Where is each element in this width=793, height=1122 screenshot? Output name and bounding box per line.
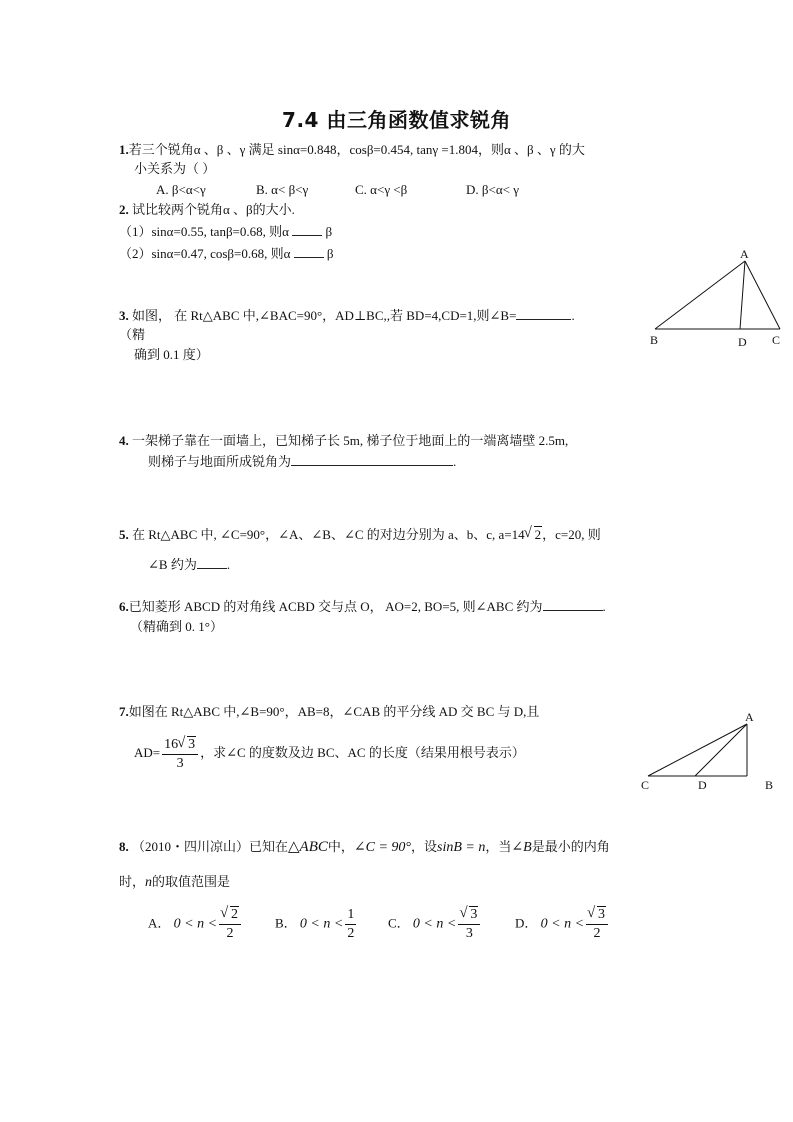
- sqrt-expression: [588, 906, 606, 924]
- question-number: 5.: [119, 527, 129, 542]
- denominator: 3: [465, 926, 473, 941]
- sqrt-expression: [525, 526, 543, 544]
- punctuation: .: [602, 599, 606, 614]
- denominator: 2: [226, 926, 234, 941]
- sqrt-expression: [460, 906, 478, 924]
- numerator: 1: [345, 906, 356, 925]
- denominator: 2: [347, 926, 355, 941]
- math-variable: n: [145, 875, 153, 890]
- sub-question-text: （1）sinα=0.55, tanβ=0.68, 则α: [119, 224, 289, 239]
- answer-blank[interactable]: [292, 223, 322, 236]
- question-text: ∠B 约为: [148, 557, 197, 572]
- question-number: 1.: [119, 142, 129, 157]
- question-number: 7.: [119, 704, 129, 719]
- radicand: 3: [470, 907, 478, 922]
- label-d: D: [698, 778, 707, 792]
- math-condition: sinB = n: [437, 840, 486, 855]
- numerator: [458, 906, 480, 925]
- option-label: B．: [275, 915, 297, 931]
- question-2: [119, 201, 295, 219]
- question-5-line2: [148, 556, 230, 574]
- question-4-line2: [148, 453, 456, 471]
- punctuation: .: [571, 308, 575, 323]
- option-b: B. α< β<γ: [256, 182, 309, 197]
- option-a: A. β<α<γ: [156, 182, 206, 197]
- question-4: [119, 432, 568, 450]
- option-expression: 0 < n <: [412, 916, 457, 932]
- question-text: AD=: [134, 745, 161, 760]
- question-7-line2: [134, 733, 525, 777]
- q8-option-d: [515, 906, 610, 943]
- fraction: [586, 906, 608, 943]
- question-1-line2: 小关系为（ ）: [134, 161, 216, 176]
- question-2-sub1: [119, 223, 332, 241]
- question-number: 3.: [119, 308, 129, 323]
- sub-question-text: β: [326, 246, 334, 261]
- question-text: 时，: [119, 874, 146, 889]
- q8-option-c: [388, 906, 482, 943]
- question-8: [119, 838, 610, 857]
- question-text: ，当: [485, 839, 512, 854]
- option-label: A．: [148, 915, 171, 931]
- math-triangle: △ABC: [288, 839, 328, 855]
- question-5: [119, 526, 601, 544]
- radicand: 3: [598, 907, 606, 922]
- label-c: C: [772, 333, 781, 347]
- side-ac: [745, 261, 780, 329]
- option-label: D．: [515, 915, 538, 931]
- denominator: 2: [593, 926, 601, 941]
- fraction: [458, 906, 480, 943]
- question-text: 试比较两个锐角α 、β的大小.: [132, 202, 295, 217]
- question-1: [119, 141, 585, 159]
- question-2-sub2: [119, 245, 334, 263]
- coefficient: 16: [164, 736, 179, 752]
- answer-blank[interactable]: [543, 598, 603, 611]
- radicand: 3: [188, 736, 196, 752]
- option-expression: 0 < n <: [299, 916, 344, 932]
- question-3: [119, 307, 575, 325]
- sqrt-expression: [221, 906, 239, 924]
- question-8-line2: [119, 873, 230, 892]
- sub-question-text: （2）sinα=0.47, cosβ=0.68, 则α: [119, 246, 291, 261]
- answer-blank[interactable]: [294, 245, 324, 258]
- bisector-ad: [695, 724, 747, 776]
- answer-blank[interactable]: [291, 453, 453, 466]
- fraction: [162, 736, 198, 773]
- answer-blank[interactable]: [516, 307, 571, 320]
- option-expression: 0 < n <: [173, 916, 218, 932]
- side-ab: [655, 261, 745, 329]
- question-text: 则梯子与地面所成锐角为: [148, 454, 292, 469]
- triangle-figure-q3: [640, 240, 790, 350]
- label-b: B: [765, 778, 774, 792]
- radicand: 2: [534, 527, 542, 542]
- question-text: 一架梯子靠在一面墙上，已知梯子长 5m, 梯子位于地面上的一端离墙壁 2.5m,: [132, 433, 569, 448]
- sub-question-text: β: [325, 224, 333, 239]
- numerator: [162, 736, 198, 755]
- question-text: （2010・四川凉山）已知在: [132, 839, 289, 854]
- question-number: 2.: [119, 202, 129, 217]
- question-number: 8.: [119, 839, 129, 854]
- question-text: 已知菱形 ABCD 的对角线 ACBD 交与点 O， AO=2, BO=5, 则∠ABC 约为: [128, 599, 543, 614]
- question-text: 在 Rt△ABC 中, ∠C=90°，∠A、∠B、∠C 的对边分别为 a、b、c, a=14: [132, 527, 525, 542]
- punctuation: .: [226, 557, 231, 572]
- question-text: 如图， 在 Rt△ABC 中,∠BAC=90°，AD⊥BC,,若 BD=4,CD=1,则∠B=: [132, 308, 517, 323]
- question-text: 如图在 Rt△ABC 中,∠B=90°，AB=8，∠CAB 的平分线 AD 交 BC 与 D,且: [128, 704, 540, 719]
- punctuation: .: [453, 454, 457, 469]
- q8-option-a: [148, 906, 243, 943]
- question-text: 中，: [327, 839, 354, 854]
- option-d: D. β<α< γ: [466, 182, 519, 197]
- math-angle: ∠B: [511, 840, 532, 855]
- numerator: [219, 906, 241, 925]
- denominator: 3: [176, 755, 184, 771]
- question-text: ，c=20, 则: [542, 527, 601, 542]
- label-a: A: [740, 247, 749, 261]
- question-number: 6.: [119, 599, 129, 614]
- question-3-line3: 确到 0.1 度）: [134, 347, 209, 362]
- sqrt-expression: [178, 736, 196, 754]
- option-label: C．: [388, 915, 410, 931]
- fraction: [345, 906, 356, 943]
- numerator: [586, 906, 608, 925]
- question-text: 若三个锐角α 、β 、γ 满足 sinα=0.848，cosβ=0.454, tanγ =1.804，则α 、β 、γ 的大: [128, 142, 585, 157]
- question-text: ，设: [411, 839, 438, 854]
- question-6: [119, 598, 606, 616]
- label-c: C: [641, 778, 650, 792]
- label-b: B: [650, 333, 659, 347]
- option-expression: 0 < n <: [540, 916, 585, 932]
- page-title: 7.4 由三角函数值求锐角: [282, 108, 511, 132]
- q8-option-b: [275, 906, 358, 943]
- question-3-line2: （精: [119, 327, 146, 342]
- math-condition: ∠C = 90°: [353, 840, 412, 855]
- question-text: ，求∠C 的度数及边 BC、AC 的长度（结果用根号表示）: [200, 745, 525, 760]
- altitude-ad: [740, 261, 745, 329]
- question-text: 的取值范围是: [152, 874, 231, 889]
- side-ca: [648, 724, 747, 776]
- answer-blank[interactable]: [197, 556, 227, 569]
- question-number: 4.: [119, 433, 129, 448]
- question-text: 是最小的内角: [531, 839, 610, 854]
- triangle-figure-q7: [630, 705, 780, 795]
- question-7: [119, 703, 539, 721]
- question-6-line2: （精确到 0. 1°）: [130, 619, 223, 634]
- radicand: 2: [231, 907, 239, 922]
- label-a: A: [745, 710, 754, 724]
- option-c: C. α<γ <β: [355, 182, 408, 197]
- fraction: [219, 906, 241, 943]
- label-d: D: [738, 335, 747, 349]
